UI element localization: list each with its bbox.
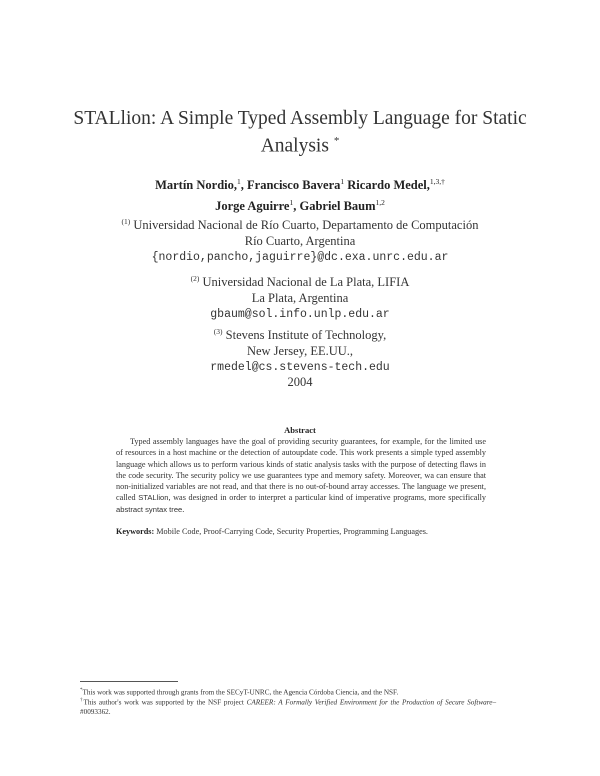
affiliation-location: La Plata, Argentina [251, 290, 349, 305]
title-line-1: STALlion: A Simple Typed Assembly Language for Static [73, 108, 527, 129]
author-affiliation-mark: 1 [237, 177, 241, 186]
abstract-text-part: . [182, 504, 185, 514]
footnote-text: This author's work was supported by the NSF project [83, 698, 244, 707]
abstract-term: abstract syntax tree [116, 504, 183, 514]
publication-year: 2004 [287, 375, 313, 389]
author-name: Francisco Bavera [247, 178, 341, 193]
author-name: Ricardo Medel, [347, 178, 430, 193]
author-affiliation-mark: 1,2 [375, 198, 385, 208]
affiliation-email: {nordio,pancho,jaguirre}@dc.exa.unrc.edu.ar [151, 251, 449, 265]
affiliation-institution: Universidad Nacional de La Plata, LIFIA [202, 275, 410, 290]
keywords [116, 526, 486, 537]
title-line-2: Analysis [260, 135, 329, 157]
affiliation-block [60, 214, 540, 266]
affiliation-email: gbaum@sol.info.unlp.edu.ar [210, 308, 390, 322]
footnote-rule [80, 681, 178, 682]
affiliation-block [60, 324, 540, 376]
paper-title [60, 107, 540, 158]
affiliation-email: rmedel@cs.stevens-tech.edu [210, 361, 390, 375]
affiliation-block [60, 271, 540, 323]
footnote [80, 696, 496, 717]
footnote-text: This work was supported through grants from the SECyT-UNRC, the Agencia Córdoba Ciencia, and the NSF. [82, 688, 399, 697]
affiliation-mark: (3) [213, 327, 223, 336]
author-affiliation-mark: 1 [340, 177, 345, 186]
affiliation-location: Río Cuarto, Argentina [244, 233, 356, 248]
author-name: Gabriel Baum [299, 199, 376, 214]
project-title: CAREER: A Formally Verified Environment for the Production of Secure Software [246, 698, 493, 707]
title-footnote-mark: * [333, 135, 340, 147]
footnote-text: –#0093362. [80, 698, 497, 716]
footnote-mark: † [80, 698, 84, 703]
footnote-mark: * [80, 688, 83, 693]
abstract-text-part: , was designed in order to interpret a particular kind of imperative programs, more specifically [168, 493, 487, 503]
author-name: Martín Nordio, [155, 178, 238, 193]
affiliation-institution: Stevens Institute of Technology, [225, 328, 387, 343]
abstract-text-part: Typed assembly languages have the goal of providing security guarantees, for example, for the limited use of resources in a host machine or the detection of autoupdate code. This work presents a simple typed assembly language which allows us to perform various kinds of static analysis tasks with the purpose of detecting flaws in the code security. The security policy we use guarantees type and memory safety. Moreover, wa can ensure that non-initialized variables are not read, and that there is no out-of-bound array accesses. The language we present, called [116, 437, 486, 503]
author-affiliation-mark: 1,3,† [429, 177, 445, 186]
abstract-text [116, 436, 486, 515]
affiliation-mark: (2) [190, 274, 200, 283]
author-list: Martín Nordio,$^1$, Francisco Bavera$^1$ Ricardo Medel,$^{1,3,\dagger}$ Jorge Aguirre$^1$, Gabriel Baum$^{1,2}$ [155, 177, 445, 214]
affiliation-institution: Universidad Nacional de Río Cuarto, Departamento de Computación [133, 218, 479, 233]
author-affiliation-mark: 1 [289, 198, 294, 208]
abstract-heading: Abstract [284, 425, 316, 435]
affiliation-mark: (1) [121, 217, 131, 226]
language-name: STALlion [138, 493, 169, 503]
author-name: Jorge Aguirre [215, 199, 290, 214]
affiliation-location: New Jersey, EE.UU., [246, 343, 354, 358]
keywords-label: Keywords: [116, 527, 155, 536]
keywords-list: Mobile Code, Proof-Carrying Code, Security Properties, Programming Languages. [156, 527, 428, 536]
